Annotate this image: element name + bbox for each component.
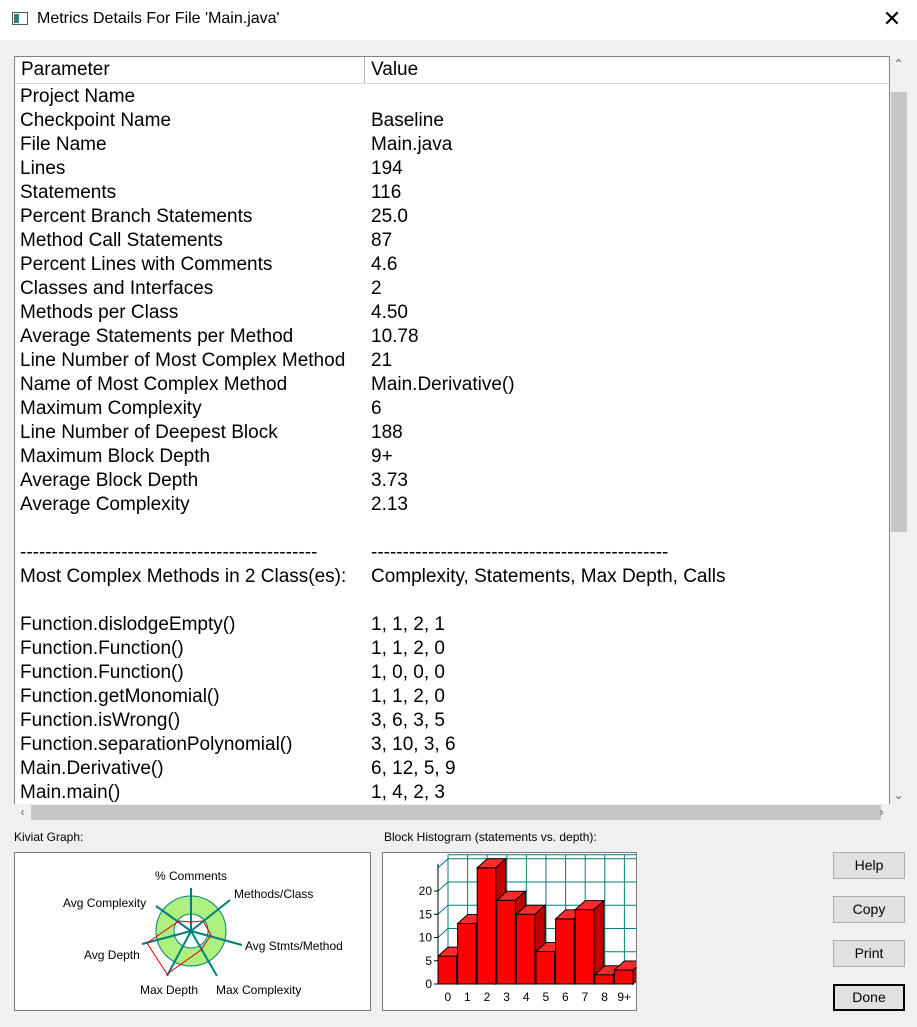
parameter-cell: Line Number of Deepest Block [20,422,278,443]
value-cell: 2.13 [371,494,408,515]
list-row[interactable] [15,277,889,301]
histogram-grid-line [438,929,448,938]
value-cell: Main.Derivative() [371,374,515,395]
window-title: Metrics Details For File 'Main.java' [37,10,280,27]
value-cell: 1, 1, 2, 1 [371,614,445,635]
kiviat-label: Kiviat Graph: [14,830,84,844]
parameter-cell: Percent Lines with Comments [20,254,273,275]
parameter-cell: Maximum Complexity [20,398,202,419]
list-row[interactable] [15,373,889,397]
parameter-cell: Percent Branch Statements [20,206,253,227]
list-row[interactable] [15,493,889,517]
value-cell: Complexity, Statements, Max Depth, Calls [371,566,726,587]
parameter-cell: Methods per Class [20,302,179,323]
list-row[interactable] [15,397,889,421]
parameter-cell: Function.separationPolynomial() [20,734,293,755]
histogram-bar [575,910,594,984]
value-cell: 4.50 [371,302,408,323]
parameter-cell: Most Complex Methods in 2 Class(es): [20,566,347,587]
histogram-bar [516,914,535,984]
scroll-left-icon[interactable]: ‹ [20,805,25,819]
parameter-cell: Project Name [20,86,136,107]
histogram-x-tick-label: 4 [522,990,530,1004]
done-button[interactable]: Done [833,984,905,1011]
kiviat-axis-max-depth: Max Depth [140,983,199,997]
parameter-cell: Average Block Depth [20,470,199,491]
list-row[interactable] [15,349,889,373]
list-row[interactable] [15,757,889,781]
list-row[interactable] [15,541,889,565]
histogram-grid-line [438,905,448,914]
block-histogram [382,852,637,1011]
histogram-bar [477,868,496,984]
close-button[interactable]: ✕ [882,6,902,31]
histogram-x-tick-label: 5 [542,990,550,1004]
parameter-cell: Function.getMonomial() [20,686,220,707]
histogram-y-tick-label: 5 [425,953,432,968]
parameter-cell: ----------------------------------------------- [20,542,318,563]
value-cell: 1, 0, 0, 0 [371,662,445,683]
parameter-cell: Lines [20,158,66,179]
value-cell: 3.73 [371,470,408,491]
histogram-x-tick-label: 6 [562,990,569,1004]
list-row[interactable] [15,613,889,637]
histogram-y-tick-label: 0 [425,977,432,991]
list-row[interactable] [15,589,889,613]
vertical-scrollbar[interactable] [890,56,907,804]
histogram-y-tick-label: 15 [418,907,432,922]
value-cell: 9+ [371,446,393,467]
parameter-cell: Average Complexity [20,494,190,515]
list-row[interactable] [15,421,889,445]
value-cell: 1, 4, 2, 3 [371,782,445,803]
horizontal-scroll-thumb[interactable] [31,805,881,820]
kiviat-axis-avg-depth: Avg Depth [84,948,140,962]
scroll-right-icon[interactable]: › [879,805,884,819]
histogram-bar [497,900,516,984]
list-row[interactable] [15,85,889,109]
list-row[interactable] [15,565,889,589]
parameter-cell: Line Number of Most Complex Method [20,350,346,371]
list-row[interactable] [15,205,889,229]
scroll-up-icon[interactable]: ⌃ [893,57,904,71]
list-row[interactable] [15,709,889,733]
histogram-grid-line [438,859,448,868]
parameter-cell: Average Statements per Method [20,326,294,347]
value-cell: Main.java [371,134,453,155]
parameter-cell: Checkpoint Name [20,110,172,131]
scroll-down-icon[interactable]: ⌄ [893,788,904,802]
value-cell: ----------------------------------------------- [371,542,669,563]
vertical-scroll-thumb[interactable] [891,92,907,532]
parameter-cell: Main.Derivative() [20,758,164,779]
help-button[interactable]: Help [833,852,905,879]
column-header-parameter[interactable]: Parameter [15,57,365,83]
parameter-cell: Statements [20,182,117,203]
list-row[interactable] [15,517,889,541]
column-header-value[interactable]: Value [371,59,419,80]
value-cell: 4.6 [371,254,398,275]
histogram-x-tick-label: 3 [503,990,510,1004]
parameter-cell: Maximum Block Depth [20,446,211,467]
horizontal-scrollbar[interactable] [14,804,890,821]
print-button[interactable]: Print [833,940,905,967]
kiviat-axis-methods-per-class: Methods/Class [234,887,314,901]
kiviat-axis-avg-complexity: Avg Complexity [63,896,147,910]
value-cell: 1, 1, 2, 0 [371,686,445,707]
value-cell: 87 [371,230,393,251]
parameter-cell: Function.dislodgeEmpty() [20,614,236,635]
parameter-cell: File Name [20,134,107,155]
parameter-cell: Main.main() [20,782,121,803]
list-row[interactable] [15,637,889,661]
value-cell: Baseline [371,110,444,131]
list-row[interactable] [15,733,889,757]
histogram-bar [614,970,633,984]
value-cell: 116 [371,182,402,203]
value-cell: 3, 10, 3, 6 [371,734,456,755]
list-row[interactable] [15,229,889,253]
value-cell: 3, 6, 3, 5 [371,710,445,731]
histogram-y-tick-label: 20 [418,884,432,898]
histogram-y-tick-label: 10 [418,930,432,945]
title-bar [0,0,917,40]
histogram-x-tick-label: 8 [601,990,608,1004]
histogram-x-tick-label: 7 [581,990,589,1004]
value-cell: 25.0 [371,206,408,227]
histogram-x-tick-label: 2 [483,990,491,1004]
histogram-bar [438,956,457,984]
metrics-list[interactable] [14,56,890,821]
parameter-cell: Name of Most Complex Method [20,374,288,395]
parameter-cell: Function.isWrong() [20,710,181,731]
parameter-cell: Function.Function() [20,638,184,659]
window-icon [12,12,28,25]
list-row[interactable] [15,133,889,157]
histogram-bar [536,951,555,984]
histogram-grid-line [438,882,448,891]
histogram-label: Block Histogram (statements vs. depth): [384,830,597,844]
list-row[interactable] [15,325,889,349]
value-cell: 21 [371,350,393,371]
list-row[interactable] [15,253,889,277]
histogram-x-tick-label: 9+ [617,990,632,1004]
histogram-x-tick-label: 1 [464,990,471,1004]
list-row[interactable] [15,685,889,709]
value-cell: 6, 12, 5, 9 [371,758,456,779]
value-cell: 194 [371,158,403,179]
value-cell: 6 [371,398,382,419]
histogram-bar [595,975,614,984]
kiviat-axis-max-complexity: Max Complexity [216,983,302,997]
histogram-bar [458,924,477,984]
list-row[interactable] [15,157,889,181]
list-row[interactable] [15,469,889,493]
list-row[interactable] [15,301,889,325]
list-header [15,57,889,84]
list-row[interactable] [15,781,889,805]
list-row[interactable] [15,445,889,469]
value-cell: 1, 1, 2, 0 [371,638,445,659]
value-cell: 2 [371,278,382,299]
list-rows [15,85,889,805]
value-cell: 10.78 [371,326,419,347]
histogram-bar [556,919,575,984]
parameter-cell: Function.Function() [20,662,184,683]
copy-button[interactable]: Copy [833,896,905,923]
list-row[interactable] [15,109,889,133]
list-row[interactable] [15,661,889,685]
parameter-cell: Classes and Interfaces [20,278,214,299]
list-row[interactable] [15,181,889,205]
histogram-x-tick-label: 0 [444,990,452,1004]
kiviat-graph [14,852,371,1011]
value-cell: 188 [371,422,403,443]
kiviat-axis-comments: % Comments [155,869,228,883]
kiviat-axis-avg-stmts: Avg Stmts/Method [245,939,343,953]
parameter-cell: Method Call Statements [20,230,223,251]
